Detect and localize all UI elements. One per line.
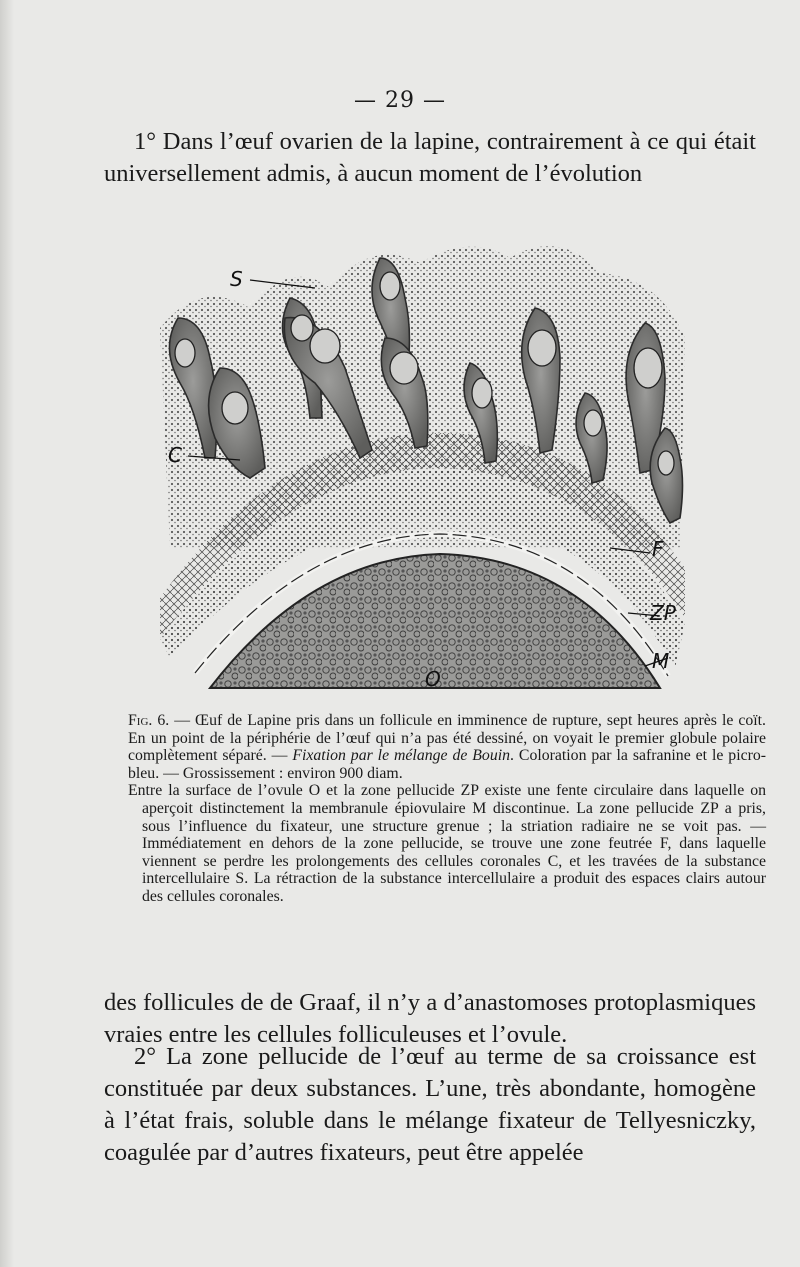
figure-svg (140, 218, 700, 698)
page-number: — 29 — (354, 88, 446, 113)
label-zp: ZP (650, 601, 676, 625)
paragraph-1: 1° Dans l’œuf ovarien de la lapine, contrairement à ce qui était universellement admis, à aucun moment de l’évolution (104, 128, 756, 187)
caption-description: Entre la surface de l’ovule O et la zone pellucide ZP existe une fente circulaire dans laquelle on aperçoit distinctement la membranule épiovulaire M discontinue. La zone pellucide ZP a pris, sous l’influence du fixateur, une structure grenue ; la striation radiaire ne se voit pas. — Immédiatement en dehors de la zone pellucide, se trouve une zone feutrée F, dans laquelle viennent se perdre les prolongements des cellules coronales C, et les travées de la substance intercellulaire S. La rétraction de la substance intercellulaire a produit des espaces clairs autour des cellules coronales. (128, 782, 766, 905)
figure-caption (128, 712, 766, 906)
paragraph-2: 2° La zone pellucide de l’œuf au terme de sa croissance est constituée par deux substances. L’une, très abondante, homogène à l’état frais, soluble dans le mélange fixateur de Tellyesniczky, coagulée par d’autres fixateurs, peut être appelée (104, 1043, 756, 1166)
caption-text-a: — Œuf de Lapine pris dans un follicule en imminence de rupture, sept heures après le coït. En un point de la périphérie de l’œuf qui n’a pas été dessiné, on voyait le premier globule polaire complètement séparé. — (128, 712, 766, 765)
figure-number: Fig. 6. (128, 712, 170, 729)
label-f: F (652, 537, 664, 561)
page-edge (0, 0, 14, 1267)
caption-lead (128, 712, 766, 782)
caption-text-b: . Coloration par la safranine et le picro-bleu. — Grossissement : environ 900 diam. (128, 747, 767, 782)
caption-fixation: Fixation par le mélange de Bouin (292, 747, 511, 765)
label-s: S (230, 267, 243, 291)
label-c: C (168, 443, 182, 467)
label-o: O (425, 667, 441, 691)
paragraph-1-continued: des follicules de de Graaf, il n’y a d’anastomoses protoplasmiques vraies entre les cellules folliculeuses et l’ovule. (104, 989, 756, 1048)
label-m: M (652, 649, 670, 673)
figure-6-illustration (140, 218, 700, 698)
